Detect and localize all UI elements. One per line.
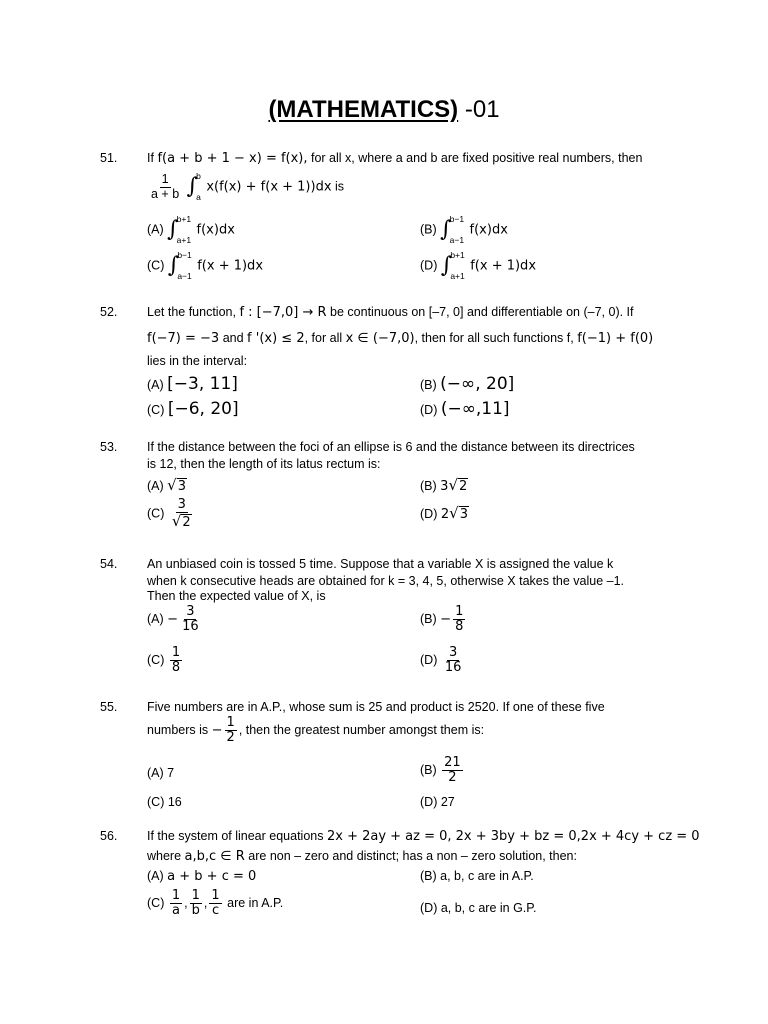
numerator: 1 — [191, 888, 200, 903]
sign: − — [167, 612, 179, 628]
question-number: 51. — [100, 151, 118, 165]
text: and — [222, 331, 244, 345]
radicand: 2 — [182, 515, 191, 531]
radicand: 2 — [459, 479, 468, 494]
question-text — [147, 151, 692, 167]
lower-limit: a+1 — [176, 235, 192, 245]
question-text-line3: lies in the interval: — [147, 354, 248, 368]
paper-number: -01 — [464, 96, 500, 123]
math-expr: (−∞,11] — [440, 399, 510, 419]
denominator: 8 — [455, 619, 464, 635]
radicand: 3 — [177, 479, 186, 494]
option-label: (B) — [420, 612, 437, 627]
math-expr: [−6, 20] — [167, 399, 239, 419]
numerator: 1 — [161, 172, 169, 186]
subject-title: (MATHEMATICS) — [268, 96, 459, 123]
math-expr: f(x)dx — [196, 222, 235, 238]
denominator: 16 — [444, 660, 462, 676]
text: be continuous on [–7, 0] and differentiable on (–7, 0). If — [330, 305, 634, 319]
option-b[interactable] — [420, 605, 467, 635]
numerator: 3 — [177, 497, 186, 512]
option-label: (D) — [420, 403, 438, 417]
option-c[interactable] — [147, 250, 264, 281]
question-text: If the distance between the foci of an ellipse is 6 and the distance between its directrices — [147, 440, 635, 454]
option-c[interactable] — [147, 795, 182, 811]
option-c[interactable] — [147, 498, 196, 531]
upper-limit: b — [196, 171, 201, 182]
option-label: (B) — [420, 869, 437, 883]
lower-limit: a — [196, 192, 201, 203]
option-b[interactable] — [420, 756, 465, 786]
option-label: (B) — [420, 222, 437, 237]
text: , then the greatest number amongst them is: — [238, 723, 485, 738]
question-text-line3: Then the expected value of X, is — [147, 589, 326, 603]
option-c[interactable] — [147, 646, 184, 676]
math-expr: f(x)dx — [469, 222, 508, 238]
fraction — [209, 889, 221, 919]
fraction — [190, 889, 202, 919]
square-root: √2 — [171, 512, 191, 531]
math-expr: f(x + 1)dx — [470, 258, 537, 274]
option-label: (A) — [147, 479, 164, 493]
question-text-line2 — [147, 331, 707, 347]
math-expr: a,b,c ∈ R — [184, 849, 245, 864]
option-a[interactable] — [147, 476, 187, 495]
option-d[interactable] — [420, 795, 455, 811]
option-label: (A) — [147, 378, 164, 392]
option-d[interactable] — [420, 504, 469, 523]
fraction — [170, 646, 182, 676]
option-a[interactable] — [147, 869, 256, 885]
option-d[interactable] — [420, 250, 537, 281]
option-label: (D) — [420, 258, 438, 273]
square-root: √3 — [167, 476, 186, 494]
fraction — [225, 716, 237, 746]
question-number: 53. — [100, 440, 118, 454]
option-c[interactable]: (C) $\frac{1}{a}$ , $\frac{1}{b}$ , $\frac{1}{c}$ are in A.P. — [147, 888, 284, 919]
option-d[interactable] — [420, 646, 465, 676]
math-expr: (−∞, 20] — [440, 374, 515, 394]
text: , for all — [304, 331, 343, 345]
question-number: 54. — [100, 557, 118, 571]
upper-limit: b−1 — [449, 214, 465, 225]
math-expr: [−3, 11] — [167, 374, 238, 394]
option-label: (D) a, b, c are in G.P. — [420, 901, 537, 915]
option-label: (A) — [147, 869, 164, 883]
upper-limit: b+1 — [450, 250, 465, 261]
numerator: 1 — [171, 888, 181, 903]
math-expr: f(x + 1)dx — [197, 258, 264, 274]
math-expr: f : [−7,0] → R — [239, 305, 327, 320]
math-expr: f(a + b + 1 − x) = f(x), — [157, 151, 308, 166]
option-b[interactable] — [420, 476, 468, 495]
question-text-line2 — [147, 173, 692, 202]
option-label: (B) — [420, 763, 437, 778]
denominator: 2 — [448, 770, 457, 786]
text: where — [147, 849, 182, 863]
fraction — [170, 498, 194, 531]
option-label: (A) — [147, 612, 164, 627]
option-label: (D) — [420, 507, 438, 521]
question-text: An unbiased coin is tossed 5 time. Suppose that a variable X is assigned the value k — [147, 557, 614, 571]
question-number: 56. — [100, 829, 118, 843]
option-b[interactable] — [420, 869, 534, 885]
sign: − — [211, 723, 223, 739]
question-text-line2: is 12, then the length of its latus rectum is: — [147, 457, 381, 471]
option-a[interactable] — [147, 374, 238, 395]
integral: ∫ b+1 a+1 — [440, 250, 465, 281]
integral: ∫ b a — [186, 171, 201, 203]
upper-limit: b−1 — [177, 250, 192, 261]
question-text-line2: when k consecutive heads are obtained for k = 3, 4, 5, otherwise X takes the value –1. — [147, 574, 625, 588]
option-label: (C) 16 — [147, 795, 182, 809]
integral: ∫ b+1 a+1 — [167, 214, 192, 245]
option-d[interactable] — [420, 901, 536, 917]
question-number: 55. — [100, 700, 118, 714]
math-expr: f(−7) = −3 — [147, 331, 220, 346]
lower-limit: a−1 — [449, 235, 465, 245]
denominator: c — [211, 903, 220, 919]
math-expr: f(−1) + f(0) — [577, 331, 654, 346]
page-title — [0, 95, 768, 125]
square-root: √2 — [448, 476, 468, 494]
option-a[interactable] — [147, 214, 235, 245]
option-c[interactable] — [147, 399, 239, 420]
option-a[interactable] — [147, 605, 203, 635]
numerator: 3 — [186, 604, 195, 619]
radicand: 3 — [459, 507, 468, 522]
question-text-line2 — [147, 849, 707, 865]
math-expr: 2x + 2ay + az = 0, 2x + 3by + bz = 0,2x + 4cy + cz = 0 — [326, 829, 700, 844]
fraction — [443, 646, 464, 676]
numerator: 1 — [226, 715, 235, 730]
lower-limit: a+1 — [450, 271, 465, 281]
fraction — [442, 756, 463, 786]
text: are non – zero and distinct; has a non – zero solution, then: — [248, 849, 577, 863]
square-root: √3 — [449, 504, 468, 522]
math-expr: x ∈ (−7,0) — [345, 331, 415, 346]
sign: − — [440, 612, 452, 628]
math-expr: f '(x) ≤ 2 — [247, 331, 305, 346]
denominator: 8 — [171, 660, 181, 676]
fraction — [453, 605, 465, 635]
option-b[interactable] — [420, 374, 514, 395]
integral: ∫ b−1 a−1 — [440, 214, 465, 245]
numerator: 21 — [444, 755, 461, 770]
numerator: 1 — [455, 604, 464, 619]
fraction — [180, 605, 201, 635]
fraction — [170, 889, 182, 919]
text: is — [335, 179, 345, 194]
denominator: a — [172, 903, 180, 919]
option-label: (B) — [420, 479, 437, 493]
numerator: 1 — [171, 645, 181, 660]
question-text — [147, 829, 717, 845]
option-label: (D) — [420, 653, 438, 668]
numerator: 1 — [211, 888, 220, 903]
option-label: (C) — [147, 896, 165, 911]
option-text: are in A.P. — [227, 896, 284, 911]
fraction — [149, 173, 181, 202]
option-d[interactable] — [420, 399, 510, 420]
lower-limit: a−1 — [177, 271, 192, 281]
option-label: (B) — [420, 378, 437, 392]
option-label: (A) — [147, 222, 164, 237]
text: for all x, where a and b are fixed positive real numbers, then — [311, 151, 643, 165]
coefficient: 3 — [440, 479, 449, 494]
option-a[interactable] — [147, 766, 174, 782]
question-text — [147, 305, 692, 321]
option-label: (A) 7 — [147, 766, 175, 780]
text: If the system of linear equations — [147, 829, 324, 843]
denominator: b — [191, 903, 200, 919]
option-text: a, b, c are in A.P. — [440, 869, 534, 883]
denominator: 2 — [226, 730, 235, 746]
text: Let the function, — [147, 305, 236, 319]
option-label: (D) 27 — [420, 795, 455, 809]
integral: ∫ b−1 a−1 — [167, 250, 192, 281]
upper-limit: b+1 — [176, 214, 192, 225]
option-label: (C) — [147, 653, 165, 668]
question-text: Five numbers are in A.P., whose sum is 25 and product is 2520. If one of these five — [147, 700, 605, 714]
denominator: a + b — [151, 186, 180, 201]
question-number: 52. — [100, 305, 118, 319]
option-label: (C) — [147, 506, 165, 521]
denominator: 16 — [182, 619, 199, 635]
option-label: (C) — [147, 258, 165, 273]
math-expr: a + b + c = 0 — [167, 869, 257, 884]
text: If — [147, 151, 154, 165]
option-b[interactable] — [420, 214, 508, 245]
coefficient: 2 — [440, 507, 450, 522]
text: numbers is — [147, 723, 209, 738]
text: , then for all such functions f, — [414, 331, 574, 345]
math-expr: x(f(x) + f(x + 1))dx — [206, 179, 332, 195]
question-text-line2 — [147, 716, 692, 746]
option-label: (C) — [147, 403, 165, 417]
numerator: 3 — [448, 645, 458, 660]
